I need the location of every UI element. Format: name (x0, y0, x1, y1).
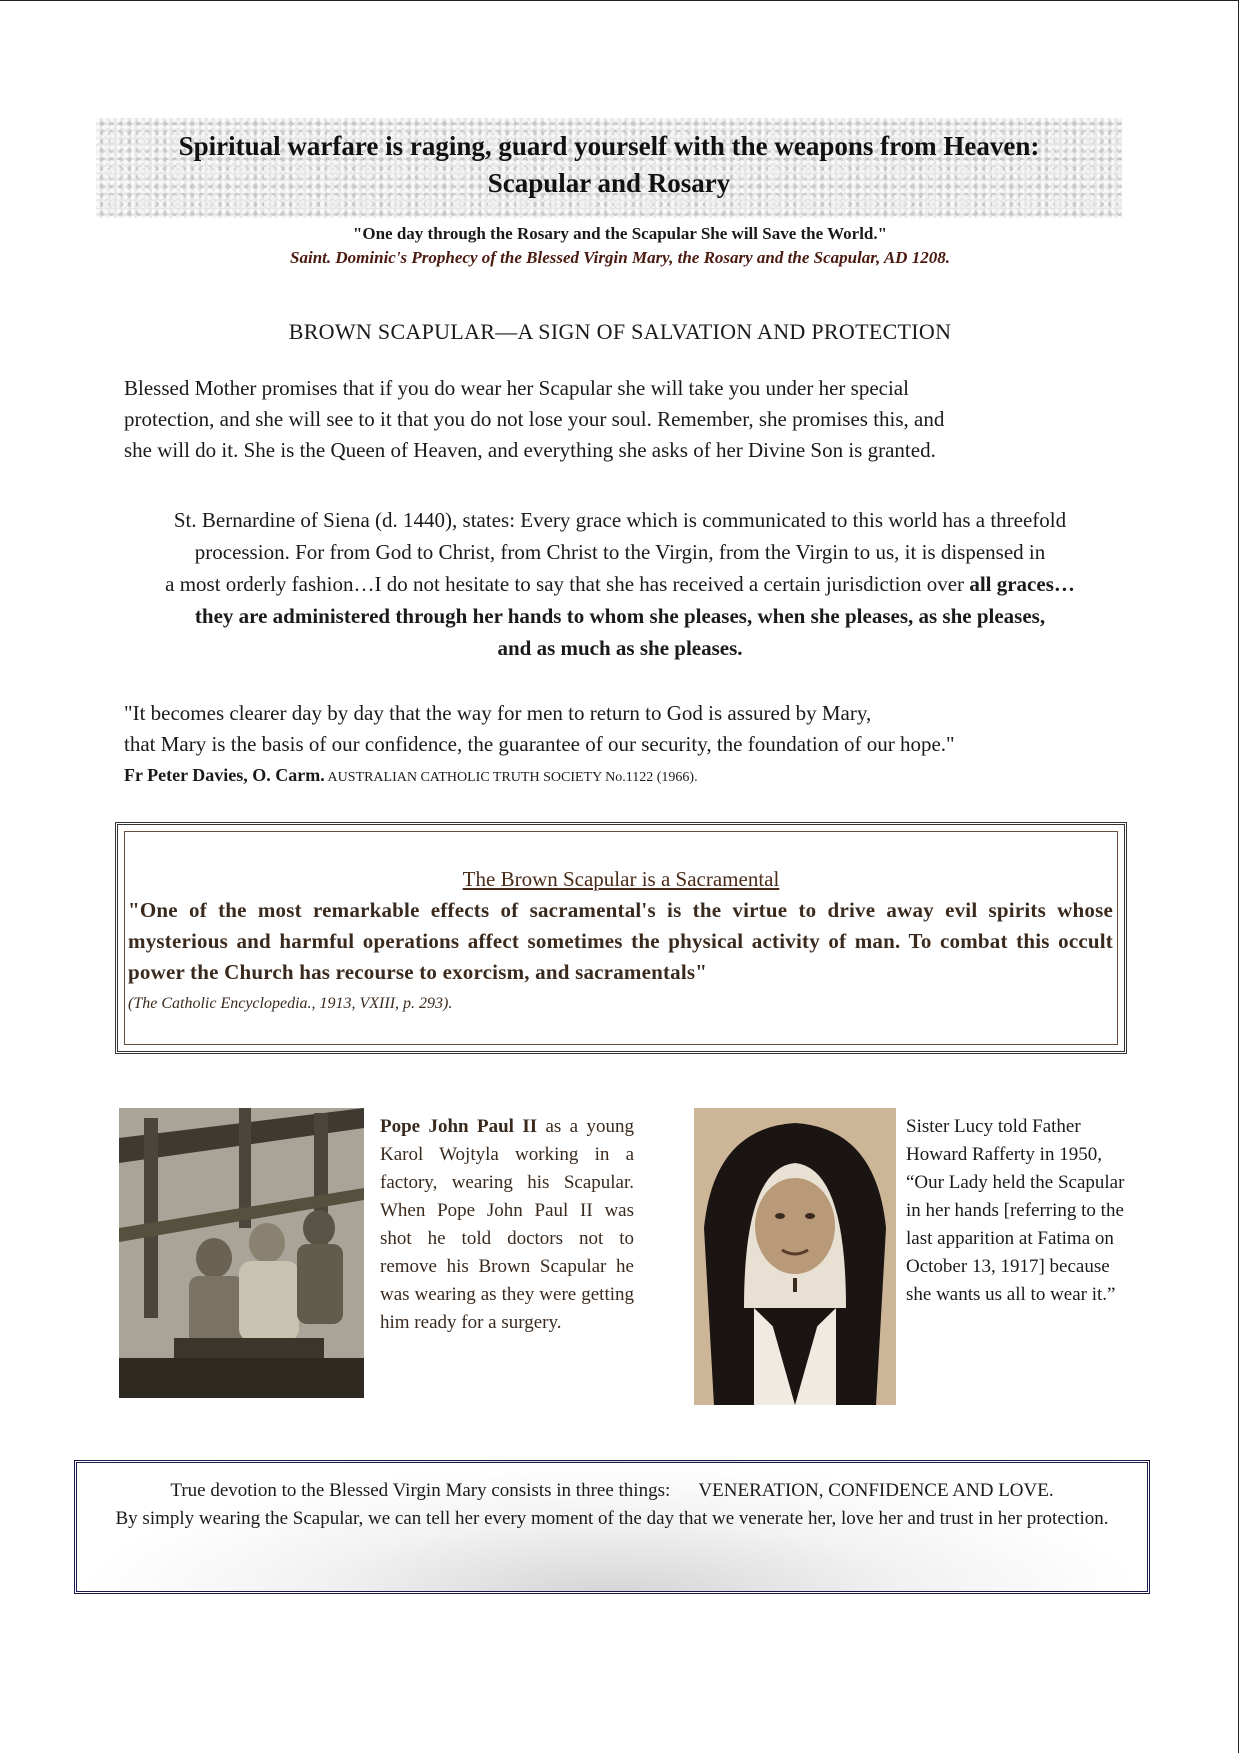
bernardine-line-1: St. Bernardine of Siena (d. 1440), states: Every grace which is communicated to this world has a threefold (173, 508, 1067, 532)
bernardine-line-2: procession. For from God to Christ, from Christ to the Virgin, from the Virgin to us, it is dispensed in (194, 540, 1046, 564)
pope-name: Pope John Paul II (380, 1116, 538, 1137)
bernardine-line-3 (40, 568, 1200, 600)
lucy-caption: Sister Lucy told Father Howard Rafferty in 1950, “Our Lady held the Scapular in her hands [referring to the last apparition at Fatima on October 13, 1917] because she wants us all to wear it.” (906, 1116, 1125, 1305)
banner-title-line-2: Scapular and Rosary (487, 168, 731, 198)
sacramental-citation: (The Catholic Encyclopedia., 1913, VXIII, p. 293). (128, 995, 453, 1012)
bernardine-line-3-regular: a most orderly fashion…I do not hesitate to say that she has received a certain jurisdiction over (165, 572, 970, 596)
sister-lucy-photo (694, 1108, 896, 1405)
devotion-text (85, 1477, 1139, 1533)
davies-author: Fr Peter Davies, O. Carm. (124, 765, 325, 785)
promise-line-2: protection, and she will see to it that you do not lose your soul. Remember, she promises this, and (124, 407, 945, 431)
davies-line-2: that Mary is the basis of our confidence, the guarantee of our security, the foundation of our hope." (124, 732, 955, 756)
prophecy-attribution: Saint. Dominic's Prophecy of the Blessed Virgin Mary, the Rosary and the Scapular, AD 1208. (290, 248, 950, 267)
pope-caption-text: as a young Karol Wojtyla working in a factory, wearing his Scapular. When Pope John Paul II was shot he told doctors not to remove his Brown Scapular he was wearing as they were getting him ready for a surgery. (380, 1116, 634, 1333)
lucy-photo-illustration (694, 1108, 896, 1405)
promise-line-3: she will do it. She is the Queen of Heaven, and everything she asks of her Divine Son is granted. (124, 438, 936, 462)
pope-factory-photo (119, 1108, 364, 1398)
bernardine-paragraph (40, 504, 1200, 664)
pope-photo-illustration (119, 1108, 364, 1398)
bernardine-line-4: they are administered through her hands to whom she pleases, when she pleases, as she pleases, (194, 604, 1046, 628)
sacramental-box (115, 822, 1127, 1054)
promise-paragraph (124, 373, 944, 466)
davies-quote (124, 698, 955, 793)
promise-line-1: Blessed Mother promises that if you do wear her Scapular she will take you under her special (124, 376, 909, 400)
sacramental-text: "One of the most remarkable effects of sacramental's is the virtue to drive away evil spirits whose mysterious and harmful operations affect sometimes the physical activity of man. To combat this occult power the Church has recourse to exorcism, and sacramentals" (128, 898, 1113, 984)
davies-source: AUSTRALIAN CATHOLIC TRUTH SOCIETY No.1122 (1966). (324, 770, 698, 785)
davies-line-1: "It becomes clearer day by day that the way for men to return to God is assured by Mary, (124, 701, 872, 725)
bernardine-line-3-bold: all graces… (969, 572, 1075, 596)
devotion-box (74, 1460, 1150, 1594)
pope-caption (380, 1113, 634, 1337)
section-heading: BROWN SCAPULAR—A SIGN OF SALVATION AND PROTECTION (288, 319, 952, 344)
devotion-line-1: True devotion to the Blessed Virgin Mary consists in three things: VENERATION, CONFIDENCE AND LOVE. (170, 1480, 1054, 1501)
davies-citation (124, 760, 955, 793)
devotion-line-2: By simply wearing the Scapular, we can tell her every moment of the day that we venerate her, love her and trust in her protection. (115, 1508, 1109, 1529)
sacramental-title: The Brown Scapular is a Sacramental (462, 867, 780, 891)
bernardine-line-5: and as much as she pleases. (497, 636, 743, 660)
title-banner (96, 118, 1122, 218)
prophecy-quote: "One day through the Rosary and the Scapular She will Save the World." (352, 224, 888, 243)
banner-title-line-1: Spiritual warfare is raging, guard yourself with the weapons from Heaven: (178, 131, 1040, 161)
